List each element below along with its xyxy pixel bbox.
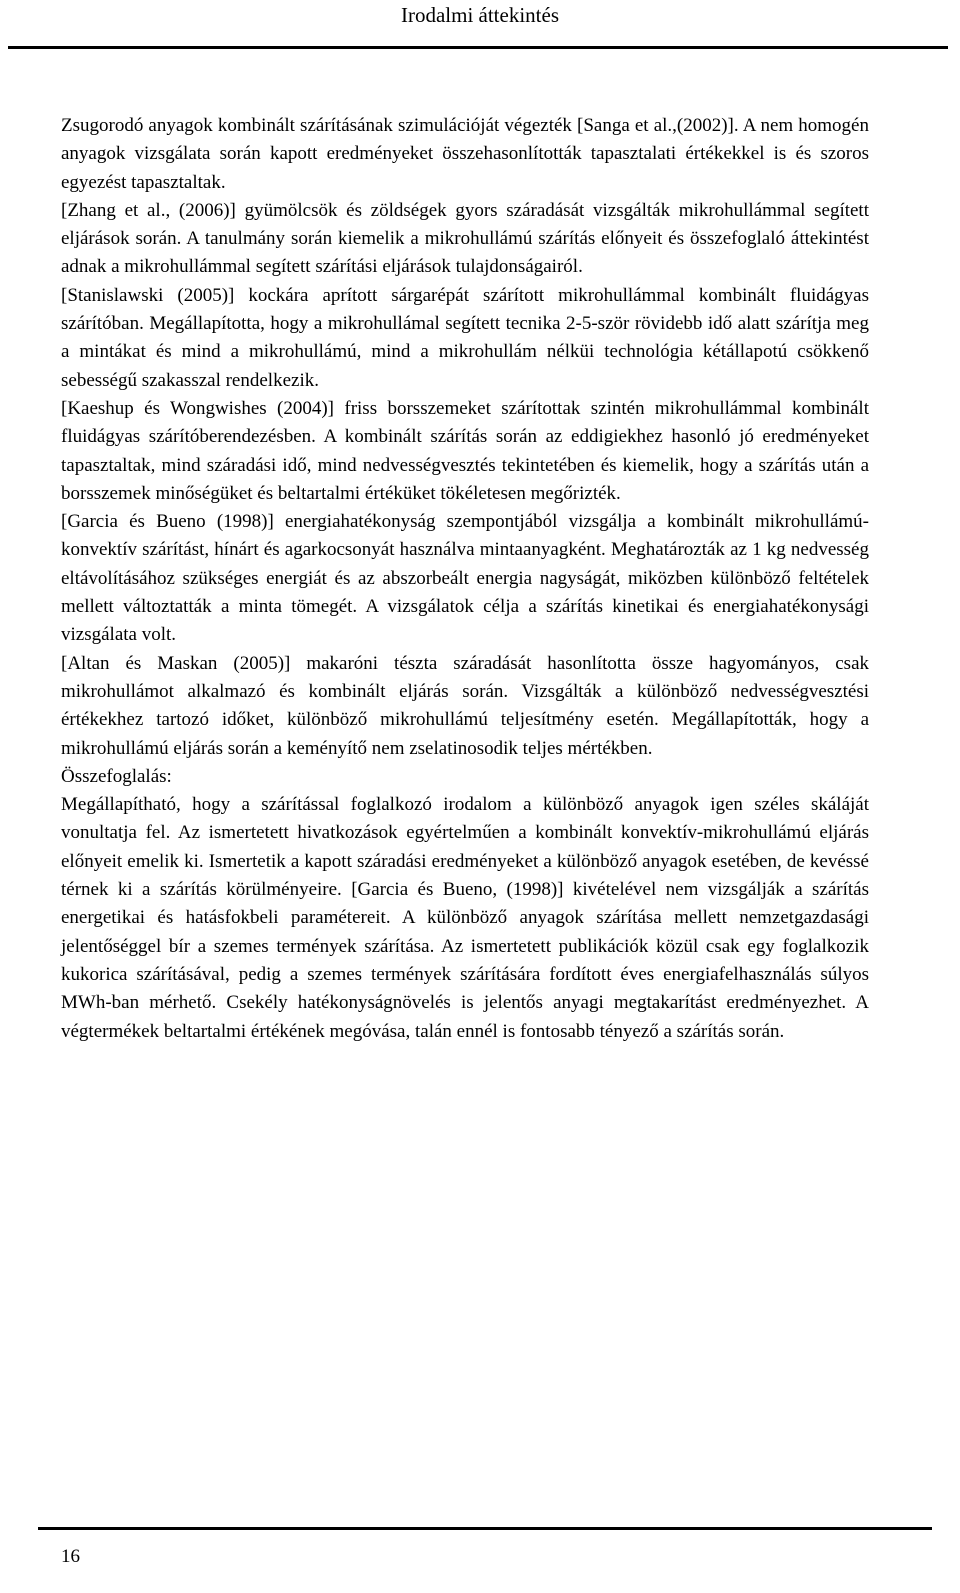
paragraph-stanislawski: [Stanislawski (2005)] kockára aprított sárgarépát szárított mikrohullámmal kombinált fluidágyas szárítóban. Megállapította, hogy a mikrohullámal segített tecnika 2-5-ször rövidebb idő alatt szárítja meg a mintákat és mind a mikrohullámú, mind a mikrohullám nélküi technológia kétállapotú csökkenő sebességű szakasszal rendelkezik. — [61, 284, 869, 391]
header-divider — [8, 46, 948, 49]
body-text — [61, 112, 869, 1046]
page-number: 16 — [61, 1546, 80, 1567]
paragraph-summary: Megállapítható, hogy a szárítással foglalkozó irodalom a különböző anyagok igen széles skáláját vonultatja fel. Az ismertetett hivatkozások egyértelműen a kombinált konvektív-mikrohullámú eljárás előnyeit emelik ki. Ismertetik a kapott száradási eredményeket a különböző anyagok esetében, de kevéssé térnek ki a szárítás körülményeire. [Garcia és Bueno, (1998)] kivételével nem vizsgálják a szárítás energetikai és hatásfokbeli paramétereit. A különböző anyagok szárítása mellett nemzetgazdasági jelentőséggel bír a szemes termények szárítása. Az ismertetett publikációk közül csak egy foglalkozik kukorica szárításával, pedig a szemes termények szárítására fordított éves energiafelhasználás súlyos MWh-ban mérhető. Csekély hatékonyságnövelés is jelentős anyagi megtakarítást eredményezhet. A végtermékek beltartalmi értékének megóvása, talán ennél is fontosabb tényező a szárítás során. — [61, 794, 869, 1042]
paragraph-kaeshup: [Kaeshup és Wongwishes (2004)] friss borsszemeket szárítottak szintén mikrohullámmal kombinált fluidágyas szárítóberendezésben. A kombinált szárítás során az eddigiekhez hasonló jó eredményeket tapasztaltak, mind száradási idő, mind nedvességvesztés tekintetében és kiemelik, hogy a szárítás után a borsszemek minőségüket és beltartalmi értéküket tökéletesen megőrizték. — [61, 397, 869, 504]
paragraph-garcia: [Garcia és Bueno (1998)] energiahatékonyság szempontjából vizsgálja a kombinált mikrohullámú-konvektív szárítást, hínárt és agarkocsonyát használva mintaanyagként. Meghatározták az 1 kg nedvesség eltávolításához szükséges energiát és az abszorbeált energia nagyságát, miközben különböző feltételek mellett változtatták a minta tömegét. A vizsgálatok célja a szárítás kinetikai és energiahatékonysági vizsgálata volt. — [61, 511, 869, 646]
paragraph-altan: [Altan és Maskan (2005)] makaróni tészta száradását hasonlította össze hagyományos, csak mikrohullámot alkalmazó és kombinált eljárás során. Vizsgálták a különböző nedvességvesztési értékekhez tartozó időket, különböző mikrohullámú teljesítmény esetén. Megállapították, hogy a mikrohullámú eljárás során a keményítő nem zselatinosodik teljes mértékben. — [61, 652, 869, 759]
running-header-title: Irodalmi áttekintés — [400, 3, 560, 27]
paragraph-sanga: Zsugorodó anyagok kombinált szárításának szimulációját végezték [Sanga et al.,(2002)]. A nem homogén anyagok vizsgálata során kapott eredményeket összehasonlították tapasztalati értékekkel is és szoros egyezést tapasztaltak. — [61, 115, 869, 193]
summary-heading: Összefoglalás: — [61, 765, 172, 787]
footer-divider — [38, 1527, 932, 1530]
paragraph-zhang: [Zhang et al., (2006)] gyümölcsök és zöldségek gyors száradását vizsgálták mikrohullámmal segített eljárások során. A tanulmány során kiemelik a mikrohullámú szárítás előnyeit és összefoglaló áttekintést adnak a mikrohullámmal segített szárítási eljárások tulajdonságairól. — [61, 199, 869, 278]
